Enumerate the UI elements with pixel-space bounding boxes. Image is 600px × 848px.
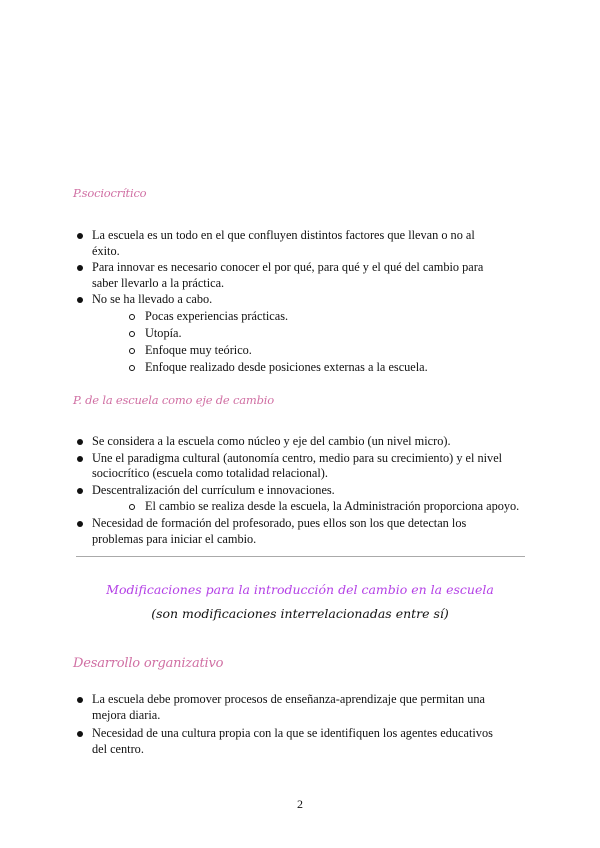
list-item bbox=[0, 516, 600, 547]
hollow-bullet-icon bbox=[129, 314, 135, 320]
list-item bbox=[0, 292, 600, 308]
list-item bbox=[0, 228, 600, 259]
list-item-text: Necesidad de formación del profesorado, pues ellos son los que detectan los problemas para iniciar el cambio. bbox=[92, 516, 467, 546]
hollow-bullet-icon bbox=[129, 348, 135, 354]
bullet-icon bbox=[77, 297, 83, 303]
page-number: 2 bbox=[297, 797, 303, 811]
desarrollo-list bbox=[0, 692, 600, 758]
list-item-text: Se considera a la escuela como núcleo y eje del cambio (un nivel micro). bbox=[92, 434, 451, 448]
bullet-icon bbox=[77, 488, 83, 494]
sub-list-item bbox=[0, 499, 600, 515]
section-heading-desarrollo: Desarrollo organizativo bbox=[73, 656, 224, 671]
hollow-bullet-icon bbox=[129, 504, 135, 510]
sub-list-item bbox=[0, 326, 600, 342]
sub-list-item-text: Utopía. bbox=[145, 325, 182, 340]
sub-list-item-text: Pocas experiencias prácticas. bbox=[145, 308, 289, 323]
bullet-icon bbox=[77, 265, 83, 271]
bullet-icon bbox=[77, 697, 83, 703]
list-item-text: Necesidad de una cultura propia con la que se identifiquen los agentes educativos del centro. bbox=[92, 726, 493, 756]
modificaciones-subtitle: (son modificaciones interrelacionadas entre sí) bbox=[151, 606, 449, 621]
list-item-text: No se ha llevado a cabo. bbox=[92, 292, 213, 306]
sub-list-item-text: Enfoque muy teórico. bbox=[145, 342, 252, 357]
bullet-icon bbox=[77, 233, 83, 239]
list-item bbox=[0, 483, 600, 499]
list-item-text: Para innovar es necesario conocer el por qué, para qué y el qué del cambio para saber llevarlo a la práctica. bbox=[92, 260, 484, 290]
bullet-icon bbox=[77, 731, 83, 737]
sub-list-item bbox=[0, 360, 600, 376]
hollow-bullet-icon bbox=[129, 331, 135, 337]
horizontal-divider bbox=[76, 556, 525, 557]
sub-list-item-text: Enfoque realizado desde posiciones externas a la escuela. bbox=[145, 359, 428, 374]
modificaciones-title: Modificaciones para la introducción del cambio en la escuela bbox=[106, 582, 494, 597]
bullet-icon bbox=[77, 456, 83, 462]
list-item bbox=[0, 260, 600, 291]
list-item-text: Une el paradigma cultural (autonomía centro, medio para su crecimiento) y el nivel sociocrítico (escuela como totalidad relacional). bbox=[92, 450, 503, 480]
sociocritico-list bbox=[0, 228, 600, 377]
list-item bbox=[0, 726, 600, 757]
escuela-eje-list bbox=[0, 434, 600, 548]
list-item bbox=[0, 692, 600, 723]
list-item-text: La escuela debe promover procesos de enseñanza-aprendizaje que permitan una mejora diaria. bbox=[92, 692, 485, 722]
sub-list-item-text: El cambio se realiza desde la escuela, la Administración proporciona apoyo. bbox=[145, 499, 520, 513]
list-item bbox=[0, 451, 600, 482]
section-heading-sociocritico: P.sociocrítico bbox=[73, 186, 147, 200]
list-item-text: Descentralización del currículum e innovaciones. bbox=[92, 482, 335, 497]
sub-list-item bbox=[0, 309, 600, 325]
hollow-bullet-icon bbox=[129, 365, 135, 371]
bullet-icon bbox=[77, 521, 83, 527]
list-item-text: La escuela es un todo en el que confluyen distintos factores que llevan o no al éxito. bbox=[92, 228, 475, 258]
section-heading-escuela-eje: P. de la escuela como eje de cambio bbox=[73, 393, 274, 407]
list-item bbox=[0, 434, 600, 450]
bullet-icon bbox=[77, 439, 83, 445]
sub-list-item bbox=[0, 343, 600, 359]
